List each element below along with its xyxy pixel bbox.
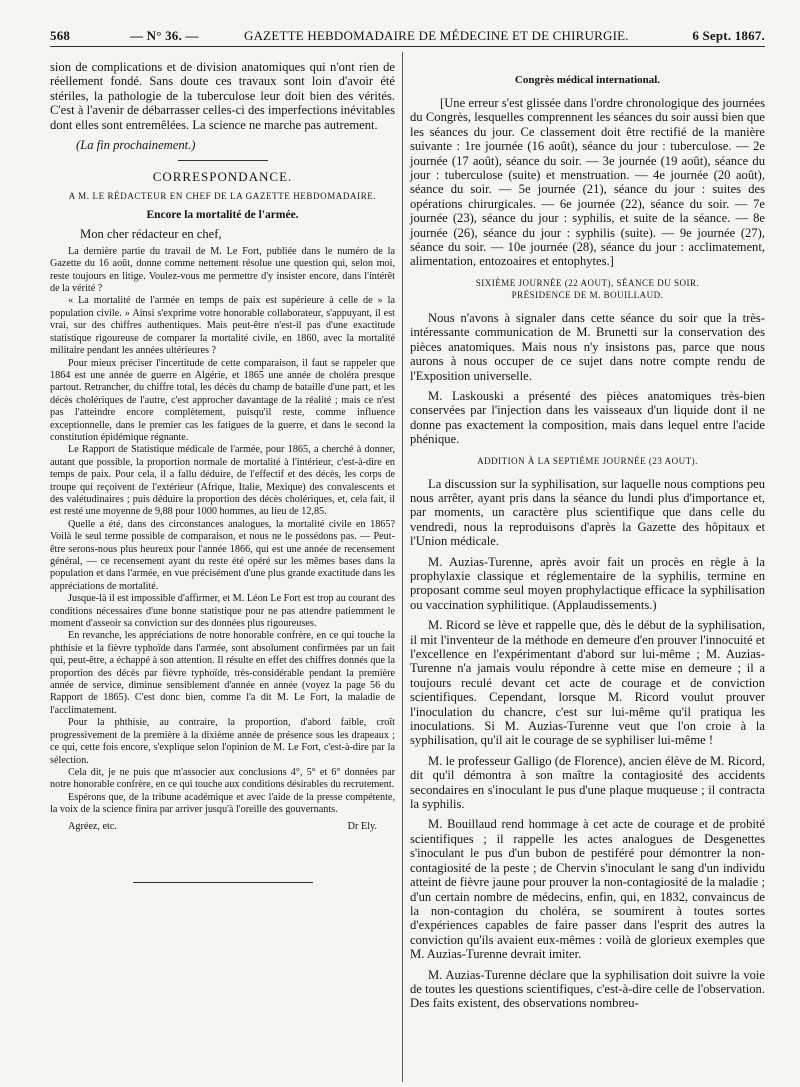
salutation: Mon cher rédacteur en chef, bbox=[80, 227, 222, 242]
signature: Dr Ely. bbox=[347, 820, 377, 832]
report-paragraph: M. le professeur Galligo (de Florence), ancien élève de M. Ricord, dit qu'il démontra à son maître la contagiosité des accidents secondaires en s'inoculant le pus d'une plaque muqueuse ; il contracta la syphilis. bbox=[410, 753, 765, 812]
letter-paragraph: Pour mieux préciser l'incertitude de cette comparaison, il faut se rappeler que 1864 est une année de guerre en Algérie, et 1865 une année de choléra presque partout. Retrancher, du chiffre total, les décès du champ de bataille d'une part, et les décès cholériques de l'autre, c'est approcher davantage de la réalité ; mais ce n'est pas l'atteindre encore complètement, puisqu'il reste, comme influence exceptionnelle, dans le premier cas les fatigues de la guerre, et dans le second la constitution épidémique régnante. bbox=[50, 357, 395, 443]
column-divider bbox=[402, 52, 403, 1082]
addition-heading: ADDITION À LA SEPTIÈME JOURNÉE (23 AOUT). bbox=[477, 455, 698, 466]
section-rule bbox=[178, 160, 268, 161]
letter-paragraph: Quelle a été, dans des circonstances analogues, la mortalité civile en 1865? Voilà le seul terme possible de comparaison, et nous ne le possédons pas. — Peut-être serons-nous plus heureux pour l'année 1866, qui est une année de recensement général, — ce recensement ayant du reste été opéré sur les mêmes bases dans la population et dans l'armée, en vue précisément d'une plus grande exactitude dans les appréciations de mortalité. bbox=[50, 518, 395, 592]
addressee-line: A M. LE RÉDACTEUR EN CHEF DE LA GAZETTE HEBDOMADAIRE. bbox=[68, 191, 377, 202]
report-paragraph: M. Auzias-Turenne, après avoir fait un procès en règle à la prophylaxie classique et réglementaire de la syphilis, termine en proposant comme seul moyen prophylactique efficace la syphilisation ou vaccination syphilitique. (Applaudissements.) bbox=[410, 554, 765, 612]
end-rule bbox=[133, 882, 313, 883]
letter-signoff bbox=[50, 821, 395, 832]
letter-paragraph: « La mortalité de l'armée en temps de paix est supérieure à celle de » la population civile. » Ainsi s'exprime votre honorable collaborateur, s'appuyant, il est vrai, sur des chiffres authentiques. Mais peut-être n'est-il pas d'une exactitude statistique rigoureuse de comparer la mortalité civile, en 1860, avec la mortalité militaire pendant les années ultérieures ? bbox=[50, 295, 395, 357]
session-heading-line: SIXIÈME JOURNÉE (22 AOUT), SÉANCE DU SOIR. bbox=[475, 277, 700, 288]
congress-title: Congrès médical international. bbox=[514, 74, 661, 86]
issue-number: — N° 36. — bbox=[130, 28, 199, 43]
article-title: Encore la mortalité de l'armée. bbox=[146, 209, 299, 222]
continuation-note: (La fin prochainement.) bbox=[76, 138, 196, 153]
presidency-line: PRÉSIDENCE DE M. BOUILLAUD. bbox=[511, 289, 664, 300]
report-paragraph: M. Ricord se lève et rappelle que, dès le début de la syphilisation, il mit l'inventeur de la méthode en demeure d'en prouver l'innocuité et l'excellence en l'expérimentant d'abord sur lui-même ; M. Auzias-Turenne n'a jamais voulu répondre à cette mise en demeure ; il a toujours reculé devant cet acte de courage et de conviction scientifiques. Cependant, lorsque M. Ricord voulut prouver l'inoculation du chancre, c'est sur lui-même qu'il pratiqua les inoculations. Si M. Auzias-Turenne veut que l'on croie à la syphilisation, qu'il ait le courage de se syphiliser lui-même ! bbox=[410, 618, 765, 748]
letter-paragraph: La dernière partie du travail de M. Le Fort, publiée dans le numéro de la Gazette du 16 août, donne comme nettement résolue une question qui, selon moi, reste toujours en litige. Voulez-vous me permettre d'y insister encore, dans l'intérêt de la vérité ? bbox=[50, 245, 395, 295]
letter-paragraph: Pour la phthisie, au contraire, la proportion, d'abord faible, croît progressivement de la première à la dixième année de présence sous les drapeaux ; ce qui, cette fois encore, s'explique selon l'opinion de M. Le Fort, c'est-à-dire par la sélection. bbox=[50, 717, 395, 766]
letter-paragraph: Jusque-là il est impossible d'affirmer, et M. Léon Le Fort est trop au courant des conditions nécessaires d'une bonne statistique pour ne pas attendre patiemment le moment d'asseoir sa conviction sur des données plus rigoureuses. bbox=[50, 593, 395, 630]
closing-text: Agréez, etc. bbox=[68, 820, 117, 832]
report-paragraph: La discussion sur la syphilisation, sur laquelle nous comptions peu nous arrêter, ayant pris dans la séance du lundi plus d'importance et, par moments, un caractère plus scientifique que dans celle du vendredi, nous la reproduisons d'après la Gazette des hôpitaux et l'Union médicale. bbox=[410, 476, 765, 549]
report-paragraph: M. Laskouski a présenté des pièces anatomiques très-bien conservées par l'injection dans les vaisseaux d'un liquide dont il ne donne pas exactement la composition, mais dans lequel entre l'acide phénique. bbox=[410, 388, 765, 447]
letter-paragraph: Cela dit, je ne puis que m'associer aux conclusions 4°, 5° et 6° données par notre honorable confrère, en ce qui touche aux conditions désirables du recrutement. bbox=[50, 766, 395, 791]
right-column bbox=[410, 60, 765, 1011]
letter-paragraph: Espérons que, de la tribune académique et avec l'aide de la presse compétente, la voix de la science finira par arriver jusqu'à l'oreille des gouvernants. bbox=[50, 791, 395, 816]
letter-paragraph: Le Rapport de Statistique médicale de l'armée, pour 1865, a cherché à donner, autant que possible, la proportion normale de mortalité à l'intérieur, c'est-à-dire en temps de paix. Pour cela, il a fallu déduire, de l'effectif et des décès, les corps de troupe qui reçoivent de l'extérieur (Afrique, Italie, Mexique) des convalescents et des valétudinaires ; puis déduire la proportion des décès cholériques, et, cela fait, il est resté une moyenne de 9,88 pour 1000 hommes, au lieu de 12,85. bbox=[50, 444, 395, 518]
intro-paragraph: sion de complications et de division anatomiques qui n'ont rien de réellement fondé. Sans doute ces travaux sont loin d'avoir été stériles, la pathologie de la tuberculose leur doit bien des vérités. C'est à l'avenir de débarrasser celles-ci des imperfections inévitables dont elles sont entremêlées. La science ne marche pas autrement. bbox=[50, 60, 395, 132]
journal-title: GAZETTE HEBDOMADAIRE DE MÉDECINE ET DE CHIRURGIE. bbox=[244, 28, 629, 43]
page-header bbox=[50, 22, 765, 47]
left-column bbox=[50, 60, 395, 883]
issue-date: 6 Sept. 1867. bbox=[692, 28, 765, 43]
letter-paragraph: En revanche, les appréciations de notre honorable confrère, en ce qui touche la phthisie et la fièvre typhoïde dans l'armée, sont absolument confirmées par un fait qui, peut-être, a échappé à son attention. Il résulte en effet des chiffres donnés que la proportion des décès par fièvre typhoïde, très-considérable pendant la première année de service, diminue sensiblement d'année en année (voyez la page 56 du Rapport de 1865). C'est donc bien, comme l'a dit M. Le Fort, la maladie de l'acclimatement. bbox=[50, 630, 395, 716]
report-paragraph: Nous n'avons à signaler dans cette séance du soir que la très-intéressante communication de M. Brunetti sur la conservation des pièces anatomiques. Mais nous n'y insistons pas, parce que nous aurons à nous occuper de ce sujet dans notre compte rendu de l'Exposition universelle. bbox=[410, 310, 765, 383]
report-paragraph: M. Auzias-Turenne déclare que la syphilisation doit suivre la voie de toutes les questions scientifiques, c'est-à-dire celle de l'observation. Des faits existent, des observations nombreu- bbox=[410, 967, 765, 1011]
report-paragraph: M. Bouillaud rend hommage à cet acte de courage et de probité scientifiques ; il rappelle les actes analogues de Desgenettes s'inoculant le pus d'un bubon de pestiféré pour démontrer la non-contagiosité de la peste ; de Chervin s'inoculant le sang d'un individu atteint de fièvre jaune pour prouver la non-contagiosité de la maladie ; d'un certain nombre de médecins, enfin, qui, en 1832, convaincus de la non-contagion du choléra, se soumirent à toutes sortes d'expériences capables de faire passer dans l'esprit des autres la conviction qu'ils avaient eux-mêmes : voilà de glorieux exemples que M. Auzias-Turenne devrait imiter. bbox=[410, 817, 765, 962]
page-number: 568 bbox=[50, 28, 71, 43]
correction-note: [Une erreur s'est glissée dans l'ordre chronologique des journées du Congrès, lesquelles comprennent les séances du soir aussi bien que les séances du jour. Ce classement doit être rectifié de la manière suivante : 1re journée (16 août), séance du jour : tuberculose. — 2e journée (17 août), séance du soir. — 3e journée (19 août), séance du jour : tuberculose (suite) et menstruation. — 4e journée (20 août), séance du soir. — 5e journée (21), séance du jour : suites des opérations chirurgicales. — 6e journée (22), séance du soir. — 7e journée (23), séance du jour : syphilis, et suite de la séance. — 8e journée (26), séance du jour : syphilis (suite). — 9e journée (27), séance du soir. — 10e journée (28), séance du jour : acclimatement, alimentation, entozoaires et entophytes.] bbox=[410, 96, 765, 269]
section-title: CORRESPONDANCE. bbox=[152, 169, 293, 185]
session-heading bbox=[410, 277, 765, 301]
